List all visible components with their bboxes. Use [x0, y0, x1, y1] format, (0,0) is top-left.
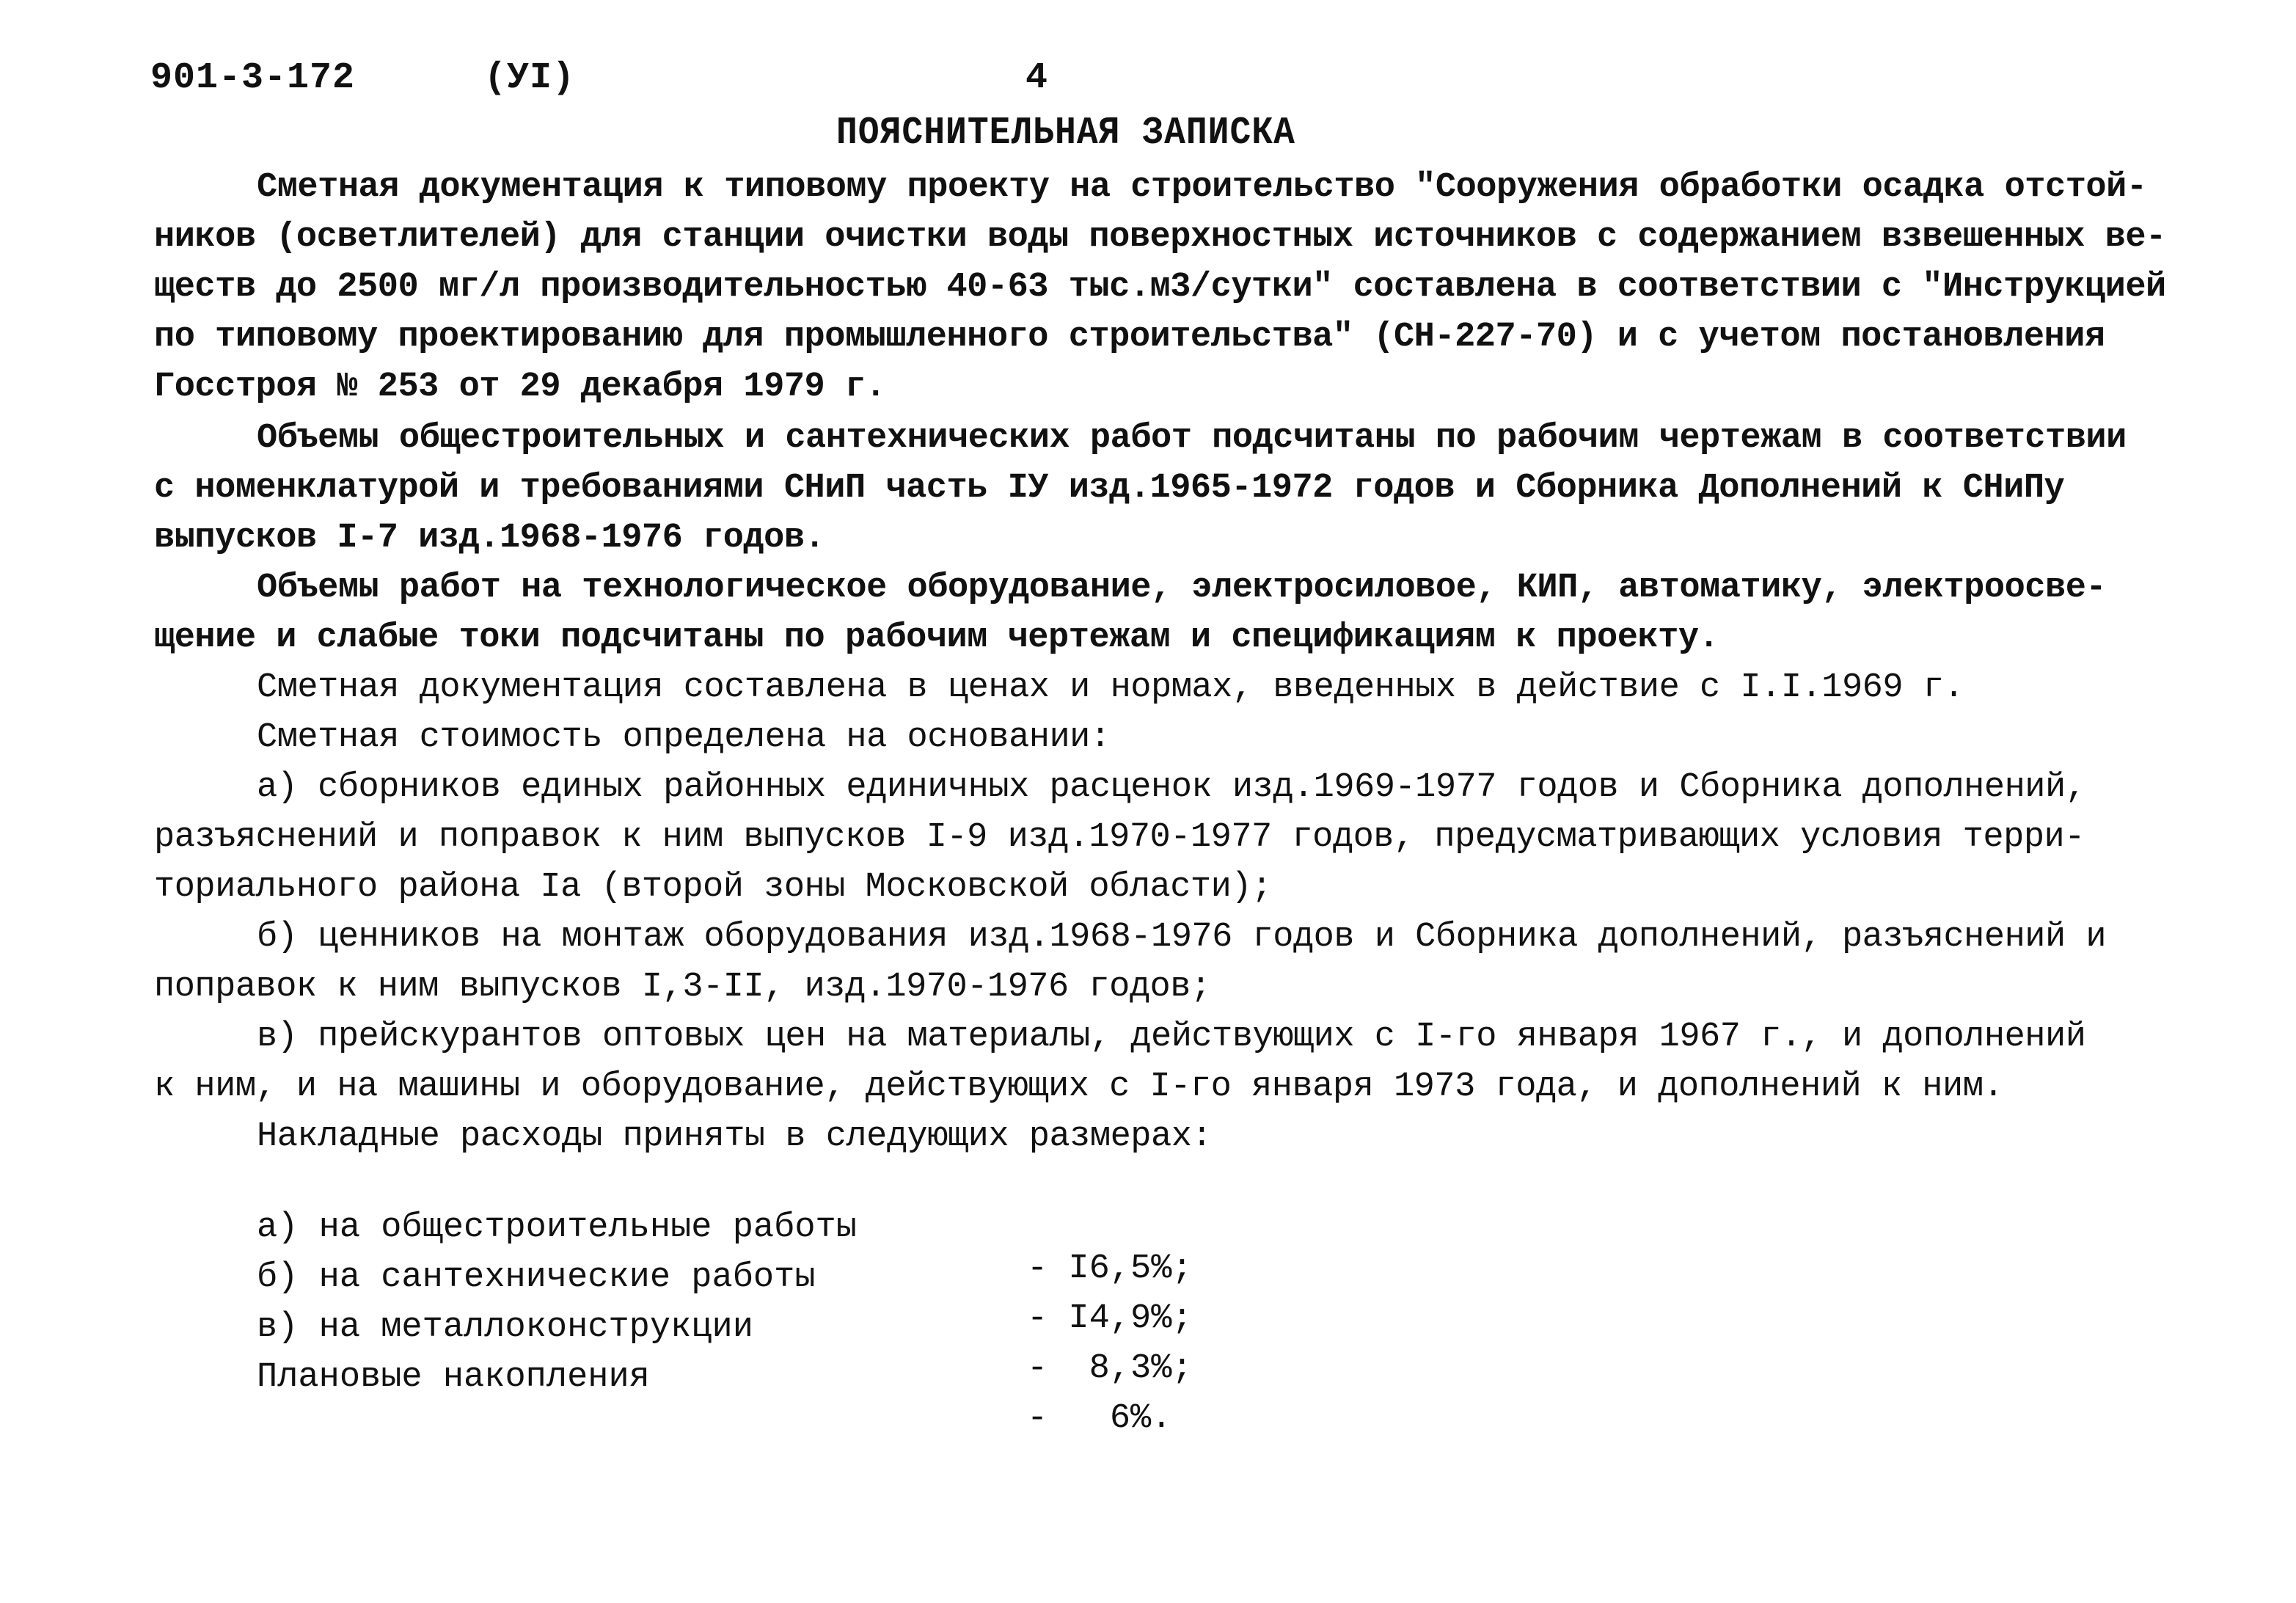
document-code: 901-3-172 — [150, 57, 356, 99]
text-line: Объемы общестроительных и сантехнических работ подсчитаны по рабочим чертежам в соответствии — [257, 419, 2127, 458]
text-line: к ним, и на машины и оборудование, действующих с I-го января 1973 года, и дополнений к ним. — [154, 1067, 2004, 1106]
overhead-value: - I6,5%; — [1027, 1249, 1193, 1288]
text-line: ториального района Iа (второй зоны Московской области); — [154, 868, 1272, 907]
overhead-label: Плановые накопления — [257, 1358, 650, 1397]
text-line: разъяснений и поправок к ним выпусков I-9 изд.1970-1977 годов, предусматривающих условия терри- — [154, 818, 2085, 857]
text-line: Объемы работ на технологическое оборудование, электросиловое, КИП, автоматику, электроосве- — [257, 569, 2107, 607]
paragraph-prices-norms: Сметная документация составлена в ценах и нормах, введенных в действие с I.I.1969 г. — [257, 668, 1964, 707]
text-line: Сметная документация к типовому проекту на строительство "Сооружения обработки осадка отстой- — [257, 168, 2147, 207]
overhead-label: в) на металлоконструкции — [257, 1308, 753, 1347]
overhead-label: б) на сантехнические работы — [257, 1258, 816, 1297]
overhead-value: - 8,3%; — [1027, 1349, 1193, 1388]
page-title: ПОЯСНИТЕЛЬНАЯ ЗАПИСКА — [836, 112, 1295, 156]
overhead-label: а) на общестроительные работы — [257, 1208, 857, 1247]
overhead-intro: Накладные расходы приняты в следующих размерах: — [257, 1117, 1213, 1156]
page-number: 4 — [1025, 57, 1049, 99]
text-line: выпусков I-7 изд.1968-1976 годов. — [154, 519, 825, 558]
text-line: ников (осветлителей) для станции очистки воды поверхностных источников с содержанием взвешенных ве- — [154, 218, 2166, 257]
text-line: ществ до 2500 мг/л производительностью 40-63 тыс.м3/сутки" составлена в соответствии с "Инструкцией — [154, 268, 2166, 307]
paragraph-cost-basis: Сметная стоимость определена на основании: — [257, 718, 1111, 757]
overhead-value: - 6%. — [1027, 1399, 1172, 1438]
text-line: щение и слабые токи подсчитаны по рабочим чертежам и спецификациям к проекту. — [154, 618, 1719, 657]
text-line: в) прейскурантов оптовых цен на материалы, действующих с I-го января 1967 г., и дополнений — [257, 1018, 2086, 1056]
overhead-value: - I4,9%; — [1027, 1299, 1193, 1338]
text-line: б) ценников на монтаж оборудования изд.1968-1976 годов и Сборника дополнений, разъяснений и — [257, 918, 2107, 957]
text-line: Госстроя № 253 от 29 декабря 1979 г. — [154, 368, 886, 406]
text-line: с номенклатурой и требованиями СНиП часть IУ изд.1965-1972 годов и Сборника Дополнений к СНиПу — [154, 469, 2065, 508]
text-line: по типовому проектированию для промышленного строительства" (СН-227-70) и с учетом постановления — [154, 318, 2105, 357]
document-variant: (УI) — [484, 57, 576, 99]
text-line: поправок к ним выпусков I,3-II, изд.1970-1976 годов; — [154, 968, 1211, 1007]
text-line: а) сборников единых районных единичных расценок изд.1969-1977 годов и Сборника дополнений, — [257, 768, 2086, 807]
